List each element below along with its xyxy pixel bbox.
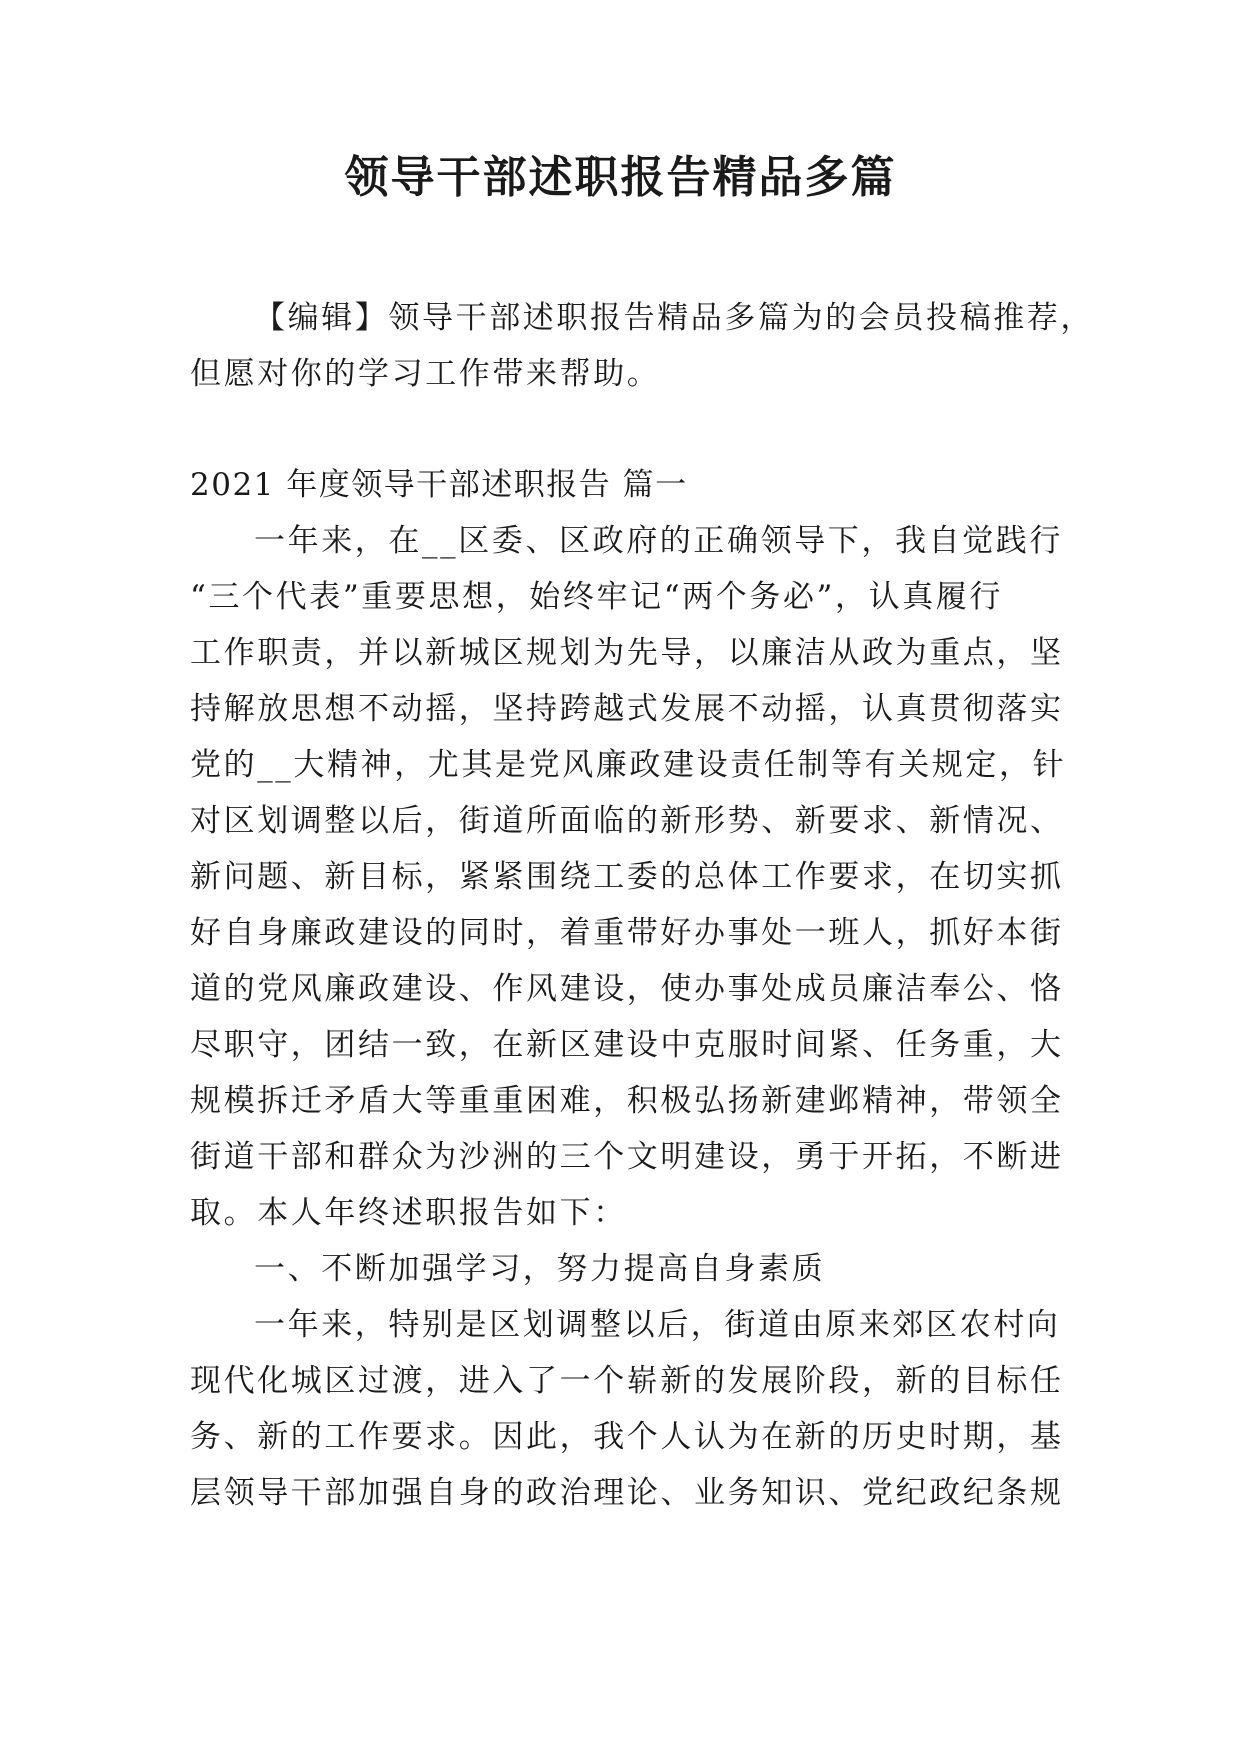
paragraph-line: 持解放思想不动摇，坚持跨越式发展不动摇，认真贯彻落实: [190, 691, 1064, 727]
paragraph-line: 道的党风廉政建设、作风建设，使办事处成员廉洁奉公、恪: [190, 971, 1064, 1007]
section-heading: 2021 年度领导干部述职报告 篇一: [190, 467, 688, 503]
paragraph-line: 尽职守，团结一致，在新区建设中克服时间紧、任务重，大: [190, 1027, 1064, 1063]
paragraph-line: 一年来，在__区委、区政府的正确领导下，我自觉践行: [254, 523, 1063, 559]
paragraph-line: 好自身廉政建设的同时，着重带好办事处一班人，抓好本街: [190, 915, 1064, 951]
paragraph-line: 工作职责，并以新城区规划为先导，以廉洁从政为重点，坚: [190, 635, 1064, 671]
paragraph-line: 新问题、新目标，紧紧围绕工委的总体工作要求，在切实抓: [190, 859, 1064, 895]
paragraph-line: 街道干部和群众为沙洲的三个文明建设，勇于开拓，不断进: [190, 1139, 1064, 1175]
paragraph-line: 对区划调整以后，街道所面临的新形势、新要求、新情况、: [190, 803, 1064, 839]
paragraph-line: 现代化城区过渡，进入了一个崭新的发展阶段，新的目标任: [190, 1363, 1064, 1399]
subheading: 一、不断加强学习，努力提高自身素质: [254, 1251, 826, 1287]
paragraph-line: 党的__大精神，尤其是党风廉政建设责任制等有关规定，针: [190, 747, 1067, 783]
intro-line: 【编辑】领导干部述职报告精品多篇为的会员投稿推荐，: [254, 300, 1094, 336]
paragraph-line: 取。本人年终述职报告如下：: [190, 1195, 627, 1231]
paragraph-line: 规模拆迁矛盾大等重重困难，积极弘扬新建邺精神，带领全: [190, 1083, 1064, 1119]
paragraph-line: 一年来，特别是区划调整以后，街道由原来郊区农村向: [254, 1307, 1061, 1343]
paragraph-line: 务、新的工作要求。因此，我个人认为在新的历史时期，基: [190, 1419, 1064, 1455]
intro-line: 但愿对你的学习工作带来帮助。: [190, 356, 661, 392]
paragraph-line: “三个代表”重要思想，始终牢记“两个务必”，认真履行: [190, 579, 1003, 615]
paragraph-line: 层领导干部加强自身的政治理论、业务知识、党纪政纪条规: [190, 1475, 1064, 1511]
document-title: 领导干部述职报告精品多篇: [344, 152, 897, 203]
